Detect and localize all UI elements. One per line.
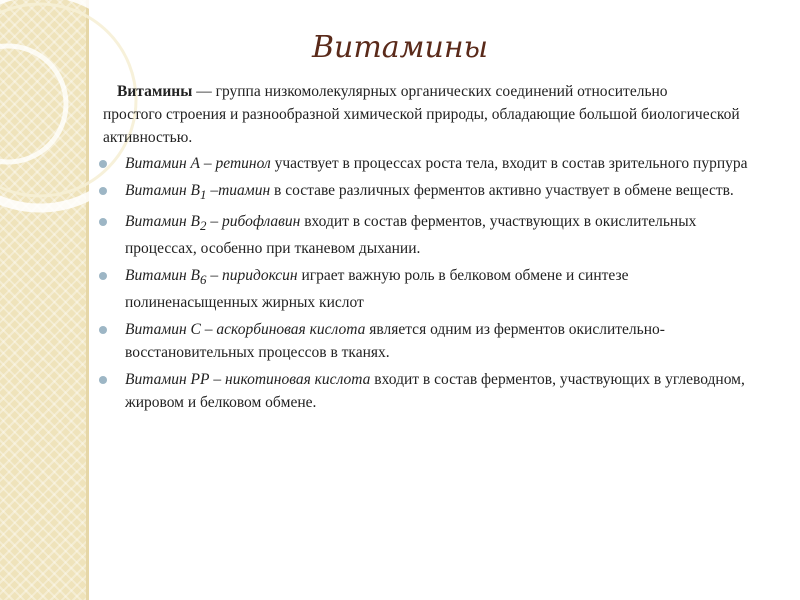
bullet-dot-icon	[99, 272, 107, 280]
vitamin-name	[125, 267, 298, 288]
list-item	[103, 368, 753, 414]
vitamin-suffix: – аскорбиновая кислота	[200, 321, 366, 339]
vitamin-name	[125, 155, 271, 172]
vitamin-description: играет важную роль в белковом обмене и синтезе полиненасыщенных жирных кислот	[125, 267, 629, 312]
vitamin-description: участвует в процессах роста тела, входит в состав зрительного пурпура	[270, 155, 748, 172]
vitamin-subscript: 1	[200, 187, 207, 203]
vitamin-subscript: 6	[200, 272, 207, 288]
vitamin-suffix: – рибофлавин	[206, 213, 301, 231]
vitamin-description: в составе различных ферментов активно участвует в обмене веществ.	[270, 182, 734, 199]
vitamin-list	[103, 152, 753, 414]
bullet-dot-icon	[99, 160, 107, 168]
slide-content	[103, 80, 753, 418]
list-item	[103, 152, 753, 175]
list-item	[103, 179, 753, 206]
slide-title: Витамины	[311, 30, 489, 65]
intro-paragraph	[103, 80, 753, 149]
vitamin-name	[125, 371, 370, 388]
vitamin-name	[125, 321, 365, 338]
intro-line1-text: — группа низкомолекулярных органических соединений относительно	[192, 83, 668, 100]
vitamin-suffix: – пиридоксин	[206, 267, 298, 285]
bullet-dot-icon	[99, 376, 107, 384]
vitamin-description: входит в состав ферментов, участвующих в углеводном, жировом и белковом обмене.	[125, 371, 745, 412]
bullet-dot-icon	[99, 187, 107, 195]
vitamin-name	[125, 182, 271, 203]
vitamin-prefix: Витамин В	[125, 213, 201, 231]
intro-first-line	[103, 80, 753, 103]
vitamin-suffix: – ретинол	[200, 155, 271, 172]
vitamin-prefix: Витамин А	[125, 155, 201, 172]
vitamin-prefix: Витамин В	[125, 267, 201, 285]
list-item	[103, 264, 753, 314]
vitamin-suffix: – никотиновая кислота	[209, 371, 371, 389]
vitamin-suffix: –тиамин	[206, 182, 271, 199]
vitamin-description: является одним из ферментов окислительно-восстановительных процессов в тканях.	[125, 321, 665, 362]
bullet-dot-icon	[99, 326, 107, 334]
intro-line2-text: простого строения и разнообразной химической природы, обладающие большой биологической активностью.	[103, 106, 740, 146]
vitamin-subscript: 2	[200, 218, 207, 234]
vitamin-prefix: Витамин РР	[125, 371, 210, 389]
list-item	[103, 210, 753, 260]
vitamin-prefix: Витамин В	[125, 182, 201, 199]
vitamin-description: входит в состав ферментов, участвующих в окислительных процессах, особенно при тканевом дыхании.	[125, 213, 697, 258]
vitamin-name	[125, 213, 301, 234]
vitamin-prefix: Витамин С	[125, 321, 201, 339]
intro-term: Витамины	[117, 83, 193, 100]
bullet-dot-icon	[99, 218, 107, 226]
list-item	[103, 318, 753, 364]
